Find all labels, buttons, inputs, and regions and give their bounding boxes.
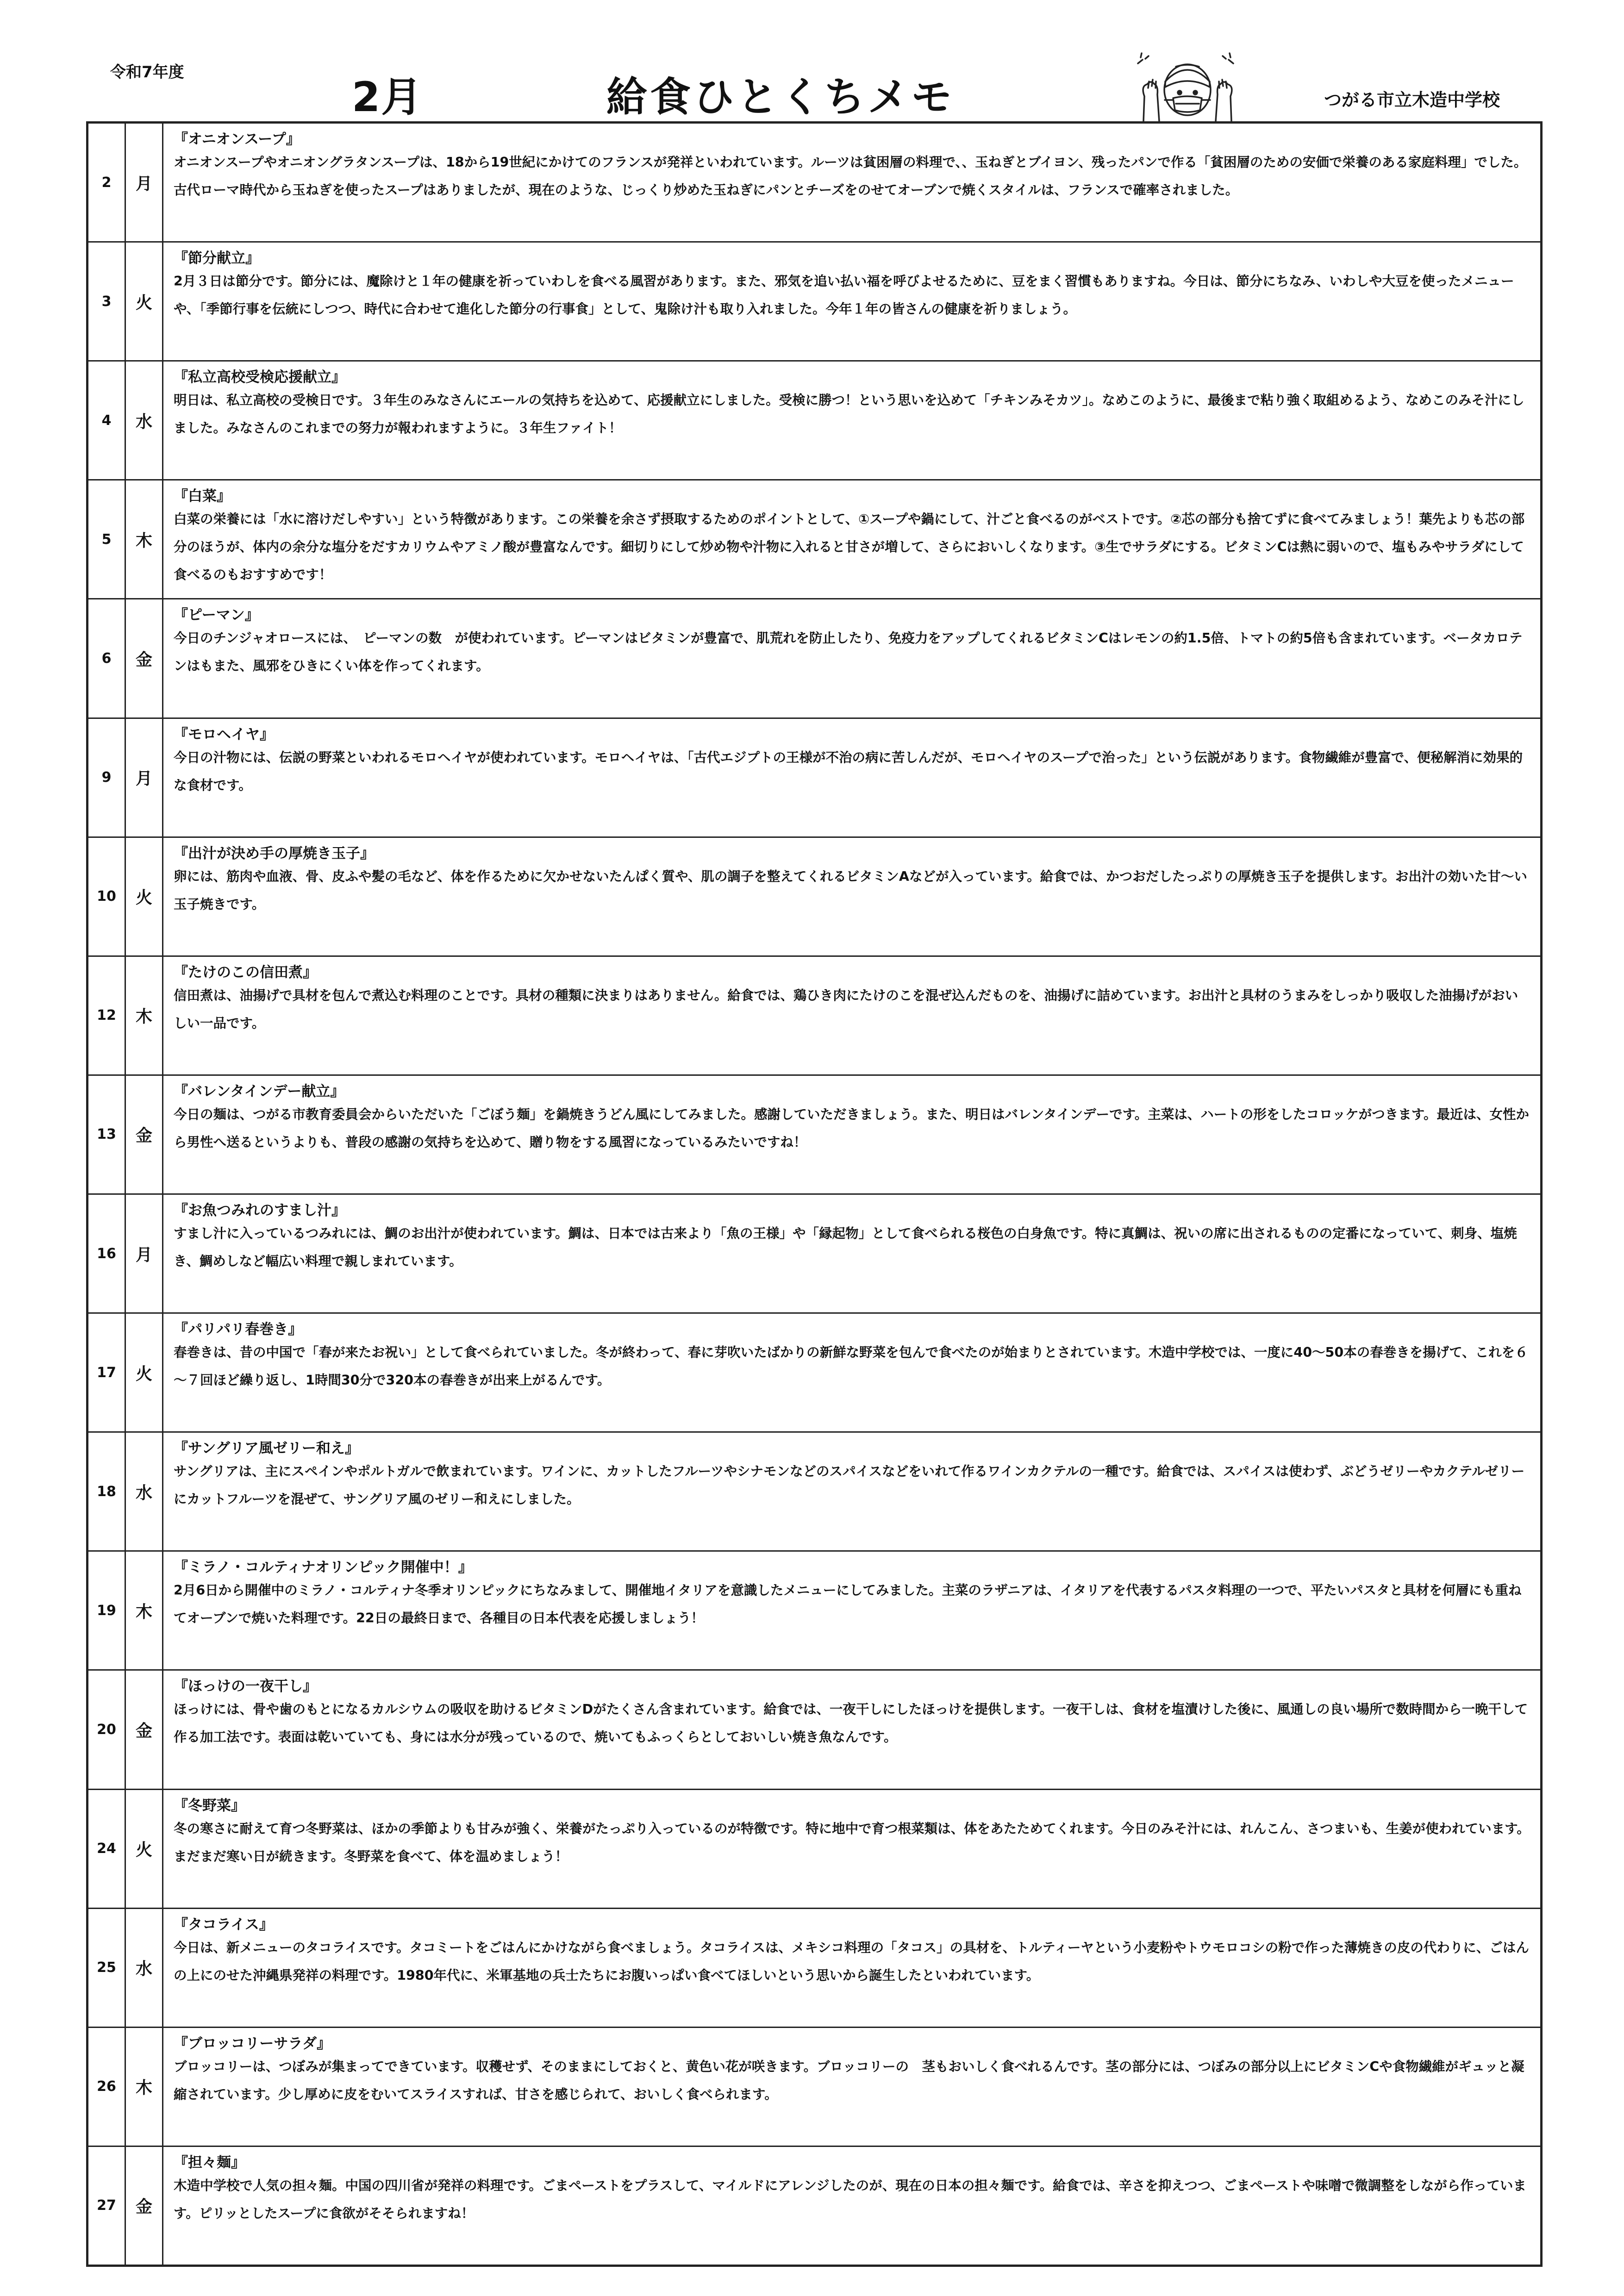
memo-text: 今日は、新メニューのタコライスです。タコミートをごはんにかけながら食べましょう。タコライスは、メキシコ料理の「タコス」の具材を、トルティーヤという小麦粉やトウモロコシの粉で作った薄焼きの皮の代わりに、ごはんの上にのせた沖縄県発祥の料理です。1980年代に、米軍基地の兵士たちにお腹いっぱい食べてほしいという思いから誕生したといわれています。 xyxy=(174,1940,1529,1983)
memo-row xyxy=(88,362,1540,480)
day-number: 6 xyxy=(88,599,126,717)
memo-text: 今日のチンジャオロースには、 ピーマンの数 が使われています。ピーマンはビタミンが豊富で、肌荒れを防止したり、免疫力をアップしてくれるビタミンCはレモンの約1.5倍、トマトの約5倍も含まれています。ベータカロテンはもまた、風邪をひきにくい体を作ってくれます。 xyxy=(174,630,1523,674)
memo-text: 2月３日は節分です。節分には、魔除けと１年の健康を祈っていわしを食べる風習があります。また、邪気を追い払い福を呼びよせるために、豆をまく習慣もありますね。今日は、節分にちなみ、いわしや大豆を使ったメニューや、「季節行事を伝統にしつつ、時代に合わせて進化した節分の行事食」として、鬼除け汁も取り入れました。今年１年の皆さんの健康を祈りましょう。 xyxy=(174,274,1514,317)
weekday: 水 xyxy=(126,1909,163,2027)
page-header xyxy=(0,0,1624,121)
memo-text: 冬の寒さに耐えて育つ冬野菜は、ほかの季節よりも甘みが強く、栄養がたっぷり入っているのが特徴です。特に地中で育つ根菜類は、体をあたためてくれます。今日のみそ汁には、れんこん、さつまいも、生姜が使われています。まだまだ寒い日が続きます。冬野菜を食べて、体を温めましょう！ xyxy=(174,1821,1530,1864)
memo-text: サングリアは、主にスペインやポルトガルで飲まれています。ワインに、カットしたフルーツやシナモンなどのスパイスなどをいれて作るワインカクテルの一種です。給食では、スパイスは使わず、ぶどうゼリーやカクテルゼリーにカットフルーツを混ぜて、サングリア風のゼリー和えにしました。 xyxy=(174,1464,1525,1507)
school-name: つがる市立木造中学校 xyxy=(1324,90,1500,110)
memo-content xyxy=(163,838,1540,955)
weekday: 火 xyxy=(126,1314,163,1431)
page-title: 給食ひとくちメモ xyxy=(606,73,955,121)
memo-row xyxy=(88,2147,1540,2265)
weekday: 金 xyxy=(126,599,163,717)
memo-content xyxy=(163,1552,1540,1669)
fiscal-year: 令和7年度 xyxy=(110,63,184,81)
memo-title: 『たけのこの信田煮』 xyxy=(174,964,317,981)
weekday: 月 xyxy=(126,124,163,241)
memo-title: 『ミラノ・コルティナオリンピック開催中！』 xyxy=(174,1559,473,1576)
memo-text: 春巻きは、昔の中国で「春が来たお祝い」として食べられていました。冬が終わって、春に芽吹いたばかりの新鮮な野菜を包んで食べたのが始まりとされています。木造中学校では、一度に40～50本の春巻きを揚げて、これを６～７回ほど繰り返し、1時間30分で320本の春巻きが出来上がるんです。 xyxy=(174,1345,1528,1388)
day-number: 25 xyxy=(88,1909,126,2027)
memo-content xyxy=(163,719,1540,836)
memo-content xyxy=(163,1671,1540,1788)
memo-content xyxy=(163,1909,1540,2027)
memo-title: 『私立高校受検応援献立』 xyxy=(174,369,346,386)
memo-content xyxy=(163,599,1540,717)
memo-title: 『ブロッコリーサラダ』 xyxy=(174,2035,331,2052)
day-number: 2 xyxy=(88,124,126,241)
weekday: 月 xyxy=(126,719,163,836)
memo-text: 2月6日から開催中のミラノ・コルティナ冬季オリンピックにちなみまして、開催地イタリアを意識したメニューにしてみました。主菜のラザニアは、イタリアを代表するパスタ料理の一つで、平たいパスタと具材を何層にも重ねてオーブンで焼いた料理です。22日の最終日まで、各種目の日本代表を応援しましょう！ xyxy=(174,1583,1522,1626)
memo-title: 『パリパリ春巻き』 xyxy=(174,1321,303,1338)
memo-content xyxy=(163,1314,1540,1431)
weekday: 金 xyxy=(126,1076,163,1193)
day-number: 27 xyxy=(88,2147,126,2265)
memo-row xyxy=(88,1671,1540,1790)
memo-content xyxy=(163,1433,1540,1550)
weekday: 木 xyxy=(126,1552,163,1669)
day-number: 13 xyxy=(88,1076,126,1193)
memo-title: 『出汁が決め手の厚焼き玉子』 xyxy=(174,845,375,862)
day-number: 17 xyxy=(88,1314,126,1431)
memo-text: 明日は、私立高校の受検日です。３年生のみなさんにエールの気持ちを込めて、応援献立にしました。受検に勝つ！という思いを込めて「チキンみそカツ」。なめこのように、最後まで粘り強く取組めるよう、なめこのみそ汁にしました。みなさんのこれまでの努力が報われますように。３年生ファイト！ xyxy=(174,393,1524,436)
memo-title: 『バレンタインデー献立』 xyxy=(174,1083,345,1100)
memo-row xyxy=(88,1433,1540,1552)
memo-content xyxy=(163,957,1540,1074)
memo-title: 『サングリア風ゼリー和え』 xyxy=(174,1440,359,1457)
memo-text: すまし汁に入っているつみれには、鯛のお出汁が使われています。鯛は、日本では古来より「魚の王様」や「縁起物」として食べられる桜色の白身魚です。特に真鯛は、祝いの席に出されるものの定番になっていて、刺身、塩焼き、鯛めしなど幅広い料理で親しまれています。 xyxy=(174,1225,1517,1269)
memo-content xyxy=(163,480,1540,598)
memo-content xyxy=(163,1790,1540,1908)
memo-row xyxy=(88,599,1540,718)
memo-content xyxy=(163,1195,1540,1312)
day-number: 18 xyxy=(88,1433,126,1550)
memo-text: 信田煮は、油揚げで具材を包んで煮込む料理のことです。具材の種類に決まりはありません。給食では、鶏ひき肉にたけのこを混ぜ込んだものを、油揚げに詰めています。お出汁と具材のうまみをしっかり吸収した油揚げがおいしい一品です。 xyxy=(174,987,1518,1031)
memo-title: 『モロヘイヤ』 xyxy=(174,726,274,743)
weekday: 月 xyxy=(126,1195,163,1312)
memo-title: 『担々麺』 xyxy=(174,2154,245,2171)
weekday: 木 xyxy=(126,480,163,598)
weekday: 火 xyxy=(126,838,163,955)
memo-text: 今日の汁物には、伝説の野菜といわれるモロヘイヤが使われています。モロヘイヤは、「古代エジプトの王様が不治の病に苦しんだが、モロヘイヤのスープで治った」という伝説があります。食物繊維が豊富で、便秘解消に効果的な食材です。 xyxy=(174,749,1523,793)
memo-text: 木造中学校で人気の担々麺。中国の四川省が発祥の料理です。ごまペーストをプラスして、マイルドにアレンジしたのが、現在の日本の担々麺です。給食では、辛さを抑えつつ、ごまペーストや味噌で微調整をしながら作っています。ピリッとしたスープに食欲がそそられますね！ xyxy=(174,2177,1526,2221)
memo-row xyxy=(88,1076,1540,1195)
memo-text: ブロッコリーは、つぼみが集まってできています。収穫せず、そのままにしておくと、黄色い花が咲きます。ブロッコリーの 茎もおいしく食べれるんです。茎の部分には、つぼみの部分以上にビタミンCや食物繊維がギュッと凝縮されています。少し厚めに皮をむいてスライスすれば、甘さを感じられて、おいしく食べられます。 xyxy=(174,2059,1524,2102)
weekday: 金 xyxy=(126,2147,163,2265)
memo-text: 卵には、筋肉や血液、骨、皮ふや髪の毛など、体を作るために欠かせないたんぱく質や、肌の調子を整えてくれるビタミンAなどが入っています。給食では、かつおだしたっぷりの厚焼き玉子を提供します。お出汁の効いた甘～い玉子焼きです。 xyxy=(174,868,1527,912)
memo-row xyxy=(88,243,1540,362)
memo-title: 『タコライス』 xyxy=(174,1916,274,1933)
memo-content xyxy=(163,243,1540,360)
memo-content xyxy=(163,2147,1540,2265)
memo-title: 『節分献立』 xyxy=(174,250,260,267)
day-number: 10 xyxy=(88,838,126,955)
memo-content xyxy=(163,2028,1540,2146)
memo-text: 白菜の栄養には「水に溶けだしやすい」という特徴があります。この栄養を余さず摂取するためのポイントとして、①スープや鍋にして、汁ごと食べるのがベストです。②芯の部分も捨てずに食べてみましょう！葉先よりも芯の部分のほうが、体内の余分な塩分をだすカリウムやアミノ酸が豊富なんです。細切りにして炒め物や汁物に入れると甘さが増して、さらにおいしくなります。③生でサラダにする。ビタミンCは熱に弱いので、塩もみやサラダにして食べるのもおすすめです！ xyxy=(174,512,1525,583)
memo-row xyxy=(88,480,1540,599)
memo-title: 『ほっけの一夜干し』 xyxy=(174,1678,317,1695)
memo-row xyxy=(88,838,1540,957)
memo-row xyxy=(88,957,1540,1076)
day-number: 9 xyxy=(88,719,126,836)
memo-content xyxy=(163,1076,1540,1193)
memo-title: 『冬野菜』 xyxy=(174,1797,245,1814)
weekday: 木 xyxy=(126,957,163,1074)
day-number: 5 xyxy=(88,480,126,598)
memo-row xyxy=(88,1552,1540,1671)
day-number: 26 xyxy=(88,2028,126,2146)
weekday: 火 xyxy=(126,243,163,360)
weekday: 木 xyxy=(126,2028,163,2146)
memo-title: 『ピーマン』 xyxy=(174,607,259,624)
memo-row xyxy=(88,124,1540,243)
day-number: 20 xyxy=(88,1671,126,1788)
day-number: 12 xyxy=(88,957,126,1074)
memo-row xyxy=(88,1909,1540,2028)
weekday: 水 xyxy=(126,1433,163,1550)
day-number: 16 xyxy=(88,1195,126,1312)
memo-content xyxy=(163,362,1540,479)
memo-row xyxy=(88,1195,1540,1314)
memo-table xyxy=(86,121,1543,2267)
day-number: 24 xyxy=(88,1790,126,1908)
weekday: 火 xyxy=(126,1790,163,1908)
memo-text: オニオンスープやオニオングラタンスープは、18から19世紀にかけてのフランスが発祥といわれています。ルーツは貧困層の料理で、、玉ねぎとブイヨン、残ったパンで作る「貧困層のための安価で栄養のある家庭料理」でした。古代ローマ時代から玉ねぎを使ったスープはありましたが、現在のような、じっくり炒めた玉ねぎにパンとチーズをのせてオーブンで焼くスタイルは、フランスで確率されました。 xyxy=(174,155,1527,198)
day-number: 4 xyxy=(88,362,126,479)
memo-row xyxy=(88,1314,1540,1433)
memo-title: 『オニオンスープ』 xyxy=(174,131,300,148)
memo-content xyxy=(163,124,1540,241)
weekday: 金 xyxy=(126,1671,163,1788)
day-number: 19 xyxy=(88,1552,126,1669)
memo-title: 『白菜』 xyxy=(174,488,231,505)
memo-row xyxy=(88,1790,1540,1909)
day-number: 3 xyxy=(88,243,126,360)
mascot-illustration xyxy=(1134,52,1241,121)
memo-title: 『お魚つみれのすまし汁』 xyxy=(174,1202,346,1219)
memo-row xyxy=(88,2028,1540,2147)
memo-text: ほっけには、骨や歯のもとになるカルシウムの吸収を助けるビタミンDがたくさん含まれています。給食では、一夜干しにしたほっけを提供します。一夜干しは、食材を塩漬けした後に、風通しの良い場所で数時間から一晩干して作る加工法です。表面は乾いていても、身には水分が残っているので、焼いてもふっくらとしておいしい焼き魚なんです。 xyxy=(174,1702,1528,1745)
memo-text: 今日の麺は、つがる市教育委員会からいただいた「ごぼう麺」を鍋焼きうどん風にしてみました。感謝していただきましょう。また、明日はバレンタインデーです。主菜は、ハートの形をしたコロッケがつきます。最近は、女性から男性へ送るというよりも、普段の感謝の気持ちを込めて、贈り物をする風習になっているみたいですね！ xyxy=(174,1106,1529,1150)
month-label: 2月 xyxy=(352,73,423,121)
weekday: 水 xyxy=(126,362,163,479)
memo-row xyxy=(88,719,1540,838)
